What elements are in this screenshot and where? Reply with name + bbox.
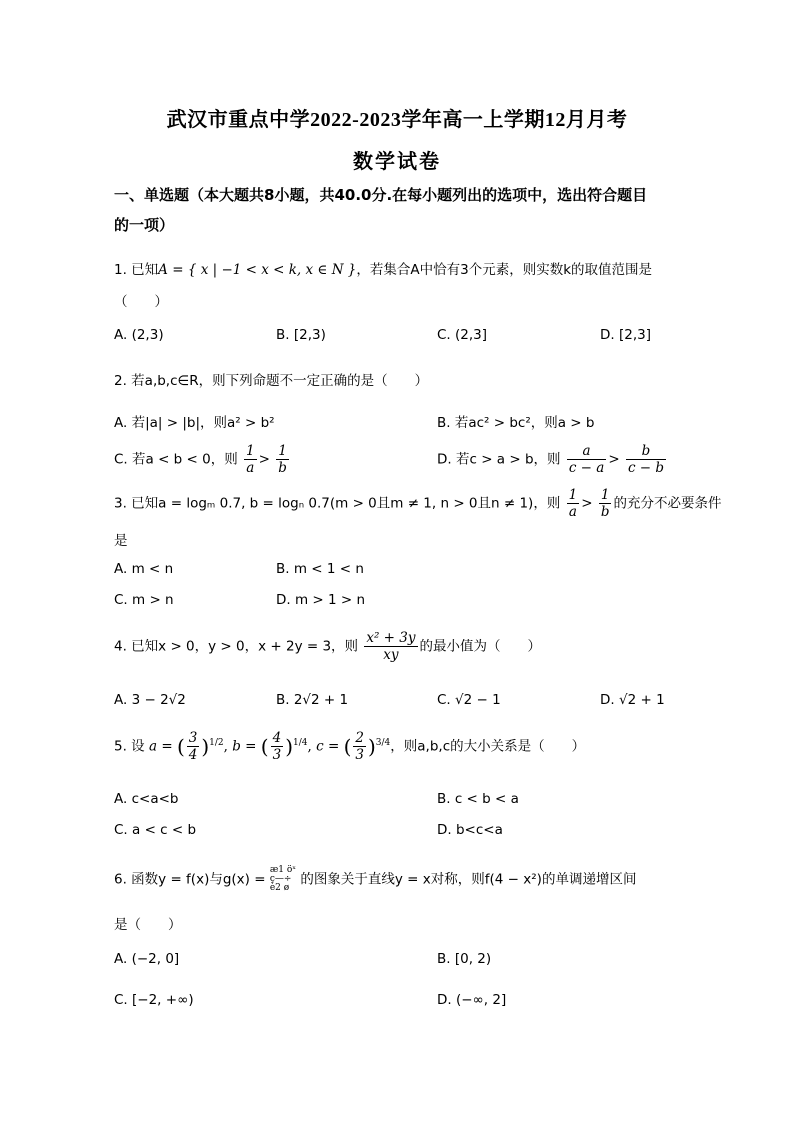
q1-num: 1. 已知 [114,262,159,278]
q1-bracket: （ ） [114,294,168,310]
q6-stem-pre: 6. 函数y = f(x)与g(x) = [114,871,266,888]
q2-option-d: D. 若c > a > b，则 $\frac{a}{c - a}$ > $\frac{b}{c - b}$ [437,443,665,476]
fraction-1-over-b: $\frac{1}{b}$ [600,487,610,520]
fraction-x2-plus-3y-over-xy: $\frac{\text{x² + 3y}}{xy}$ [366,630,416,663]
q3-option-b: B. m < 1 < n [276,561,364,577]
q2-option-b: B. 若ac² > bc²，则a > b [437,415,595,431]
q2-option-d-text: D. 若c > a > b，则 [437,451,561,468]
q3-stem-post: 的充分不必要条件 [613,495,722,512]
q4-option-b: B. 2√2 + 1 [276,692,349,708]
question-2-stem: 2. 若a,b,c∈R，则下列命题不一定正确的是（ ） [114,373,429,389]
q3-option-a: A. m < n [114,561,174,577]
q4-stem-text: 4. 已知x > 0，y > 0，x + 2y = 3，则 [114,638,359,655]
fraction-2-over-3: $\frac{2}{3}$ [355,730,364,763]
q6-option-a: A. (−2, 0] [114,951,180,967]
question-1-stem [114,258,652,278]
q3-option-c: C. m > n [114,592,174,608]
question-6-stem [114,866,636,893]
q4-stem-post: 的最小值为（ ） [419,638,541,655]
fraction-4-over-3: $\frac{4}{3}$ [272,730,282,763]
q1-text: ，若集合A中恰有3个元素，则实数k的取值范围是 [356,262,653,278]
q1-option-c: C. (2,3] [437,327,488,343]
q2-option-c-text: C. 若a < b < 0，则 [114,451,238,468]
q4-option-c: C. √2 − 1 [437,692,501,708]
q6-option-d: D. (−∞, 2] [437,992,507,1008]
q1-option-b: B. [2,3) [276,327,326,343]
fraction-3-over-4: $\frac{3}{4}$ [188,730,198,763]
q6-g-expression: æ1 öˣ ç—÷ è2 ø [269,865,297,893]
fraction-1-over-a: $\frac{1}{a}$ [568,487,578,520]
q6-option-c: C. [−2, +∞) [114,992,194,1008]
fraction-a-over-c-minus-a: $\frac{a}{c - a}$ [568,443,605,476]
question-4-stem [114,630,541,663]
section-heading-line1: 一、单选题（本大题共8小题，共40.0分.在每小题列出的选项中，选出符合题目 [114,186,648,204]
fraction-1-over-a: $\frac{1}{a}$ [246,443,255,476]
fraction-1-over-b: $\frac{1}{b}$ [278,443,287,476]
question-3-stem: 3. 已知a = logₘ 0.7, b = logₙ 0.7(m > 0且m ≠ 1, n > 0且n ≠ 1)，则 $\frac{1}{a}$ > $\frac{1}{b}$ 的充分不必要条件 [114,487,722,520]
exam-subtitle: 数学试卷 [353,151,441,173]
q4-option-d: D. √2 + 1 [600,692,665,708]
q5-option-b: B. c < b < a [437,791,519,807]
fraction-b-over-c-minus-b: $\frac{b}{c - b}$ [627,443,665,476]
section-heading [114,180,684,240]
q6-option-b: B. [0, 2) [437,951,492,967]
q1-set: A = { x | −1 < x < k, x ∈ N } [158,262,357,278]
question-5-stem: 5. 设 a = ( $\frac{3}{4}$ )$^{1/2}$, b = ( $\frac{4}{3}$ )$^{1/4}$, c = ( $\frac{2}{3}$ )$^{3/4}$，则a,b,c的大小关系是（ ） [114,730,586,763]
q2-option-c: C. 若a < b < 0，则 $\frac{1}{a}$ > $\frac{1}{b}$ [114,443,287,476]
q2-option-a: A. 若|a| > |b|，则a² > b² [114,415,275,431]
exam-title: 武汉市重点中学2022-2023学年高一上学期12月月考 [166,109,628,131]
q1-option-a: A. (2,3) [114,327,164,343]
q5-option-c: C. a < c < b [114,822,197,838]
section-heading-line2: 的一项） [114,216,175,234]
q5-option-a: A. c<a<b [114,791,179,807]
q6-stem-cont: 是（ ） [114,917,182,933]
q5-option-d: D. b<c<a [437,822,503,838]
q5-stem-post: ，则a,b,c的大小关系是（ ） [390,738,586,755]
q4-option-a: A. 3 − 2√2 [114,692,186,708]
q6-stem-post: 的图象关于直线y = x对称，则f(4 − x²)的单调递增区间 [300,871,637,888]
q5-stem-pre: 5. 设 [114,738,145,755]
q1-option-d: D. [2,3] [600,327,651,343]
q3-option-d: D. m > 1 > n [276,592,366,608]
q3-stem-text: 3. 已知a = logₘ 0.7, b = logₙ 0.7(m > 0且m ≠ 1, n > 0且n ≠ 1)，则 [114,495,561,512]
q3-stem-cont: 是 [114,533,128,549]
